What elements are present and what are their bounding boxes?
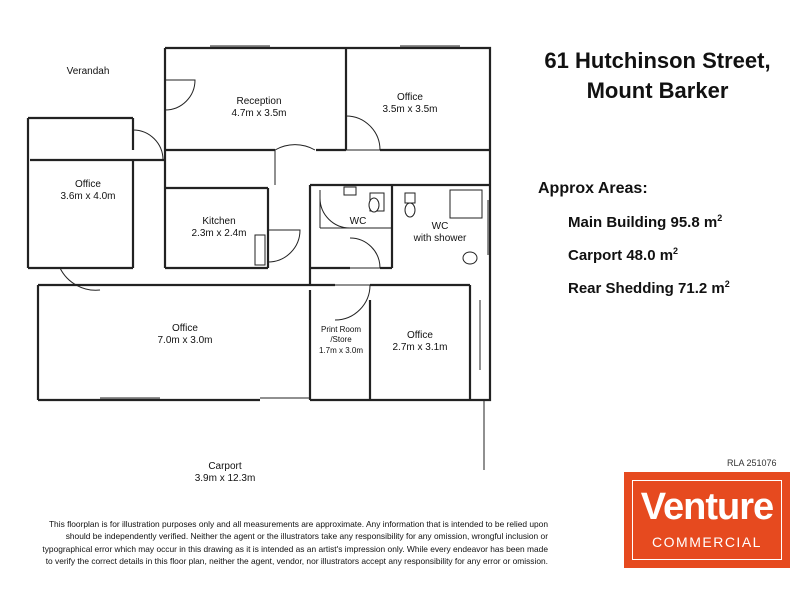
rear-shedding-area	[568, 279, 730, 297]
office-top-right-name: Office	[397, 92, 423, 103]
office-left-dim: 3.6m x 4.0m	[60, 191, 116, 202]
venture-commercial-logo	[624, 472, 790, 568]
main-building-area-sup: 2	[717, 213, 723, 223]
office-bottom-right-dim: 2.7m x 3.1m	[392, 342, 448, 353]
rear-shedding-area-text: Rear Shedding 71.2 m	[568, 280, 725, 297]
reception-dim: 4.7m x 3.5m	[231, 108, 287, 119]
print-room-name: Print Room	[320, 325, 362, 334]
address-line-1: 61 Hutchinson Street,	[544, 48, 771, 73]
disclaimer-line-1: This floorplan is for illustration purposes only and all measurements are approximate. Any information that is intended to be relied upon	[48, 519, 548, 529]
address-line-2: Mount Barker	[586, 78, 729, 103]
office-bottom-right-name: Office	[407, 330, 433, 341]
wc-shower-sub: with shower	[413, 233, 467, 244]
carport-area-text: Carport 48.0 m	[568, 247, 674, 264]
office-large-name: Office	[172, 323, 198, 334]
wc-label: WC	[349, 216, 367, 227]
print-room-dim: 1.7m x 3.0m	[318, 346, 364, 355]
disclaimer-line-2: should be independently verified. Neither the agent or the illustrators take any responsibility for any omission, wrongful inclusion or	[65, 531, 548, 542]
approx-areas-heading: Approx Areas:	[538, 180, 648, 197]
disclaimer-line-4: to verify the correct details in this floor plan, neither the agent, vendor, nor illustrators accept any responsibility for any error or omission.	[45, 556, 548, 567]
logo-wordmark: Venture	[640, 486, 774, 528]
carport-area-sup: 2	[673, 246, 679, 256]
office-large-dim: 7.0m x 3.0m	[157, 335, 213, 346]
print-room-sub: /Store	[330, 335, 352, 344]
kitchen-name: Kitchen	[202, 216, 236, 227]
disclaimer-line-3: typographical error which may occur in this drawing as it is intended as an artist's impression only. While every endeavor has been made	[42, 543, 548, 554]
disclaimer	[0, 518, 548, 568]
carport-dim: 3.9m x 12.3m	[194, 473, 256, 484]
kitchen-dim: 2.3m x 2.4m	[191, 228, 247, 239]
rla-reference: RLA 251076	[727, 458, 777, 468]
rear-shedding-area-sup: 2	[724, 279, 730, 289]
carport-name: Carport	[208, 461, 242, 472]
verandah-label: Verandah	[66, 66, 110, 77]
carport-area	[568, 246, 678, 264]
office-top-right-dim: 3.5m x 3.5m	[382, 104, 438, 115]
office-left-name: Office	[75, 179, 101, 190]
main-building-area-text: Main Building 95.8 m	[568, 214, 718, 231]
logo-subtitle: COMMERCIAL	[652, 534, 762, 550]
main-building-area	[568, 213, 722, 231]
reception-name: Reception	[236, 96, 282, 107]
wc-shower-name: WC	[431, 221, 449, 232]
